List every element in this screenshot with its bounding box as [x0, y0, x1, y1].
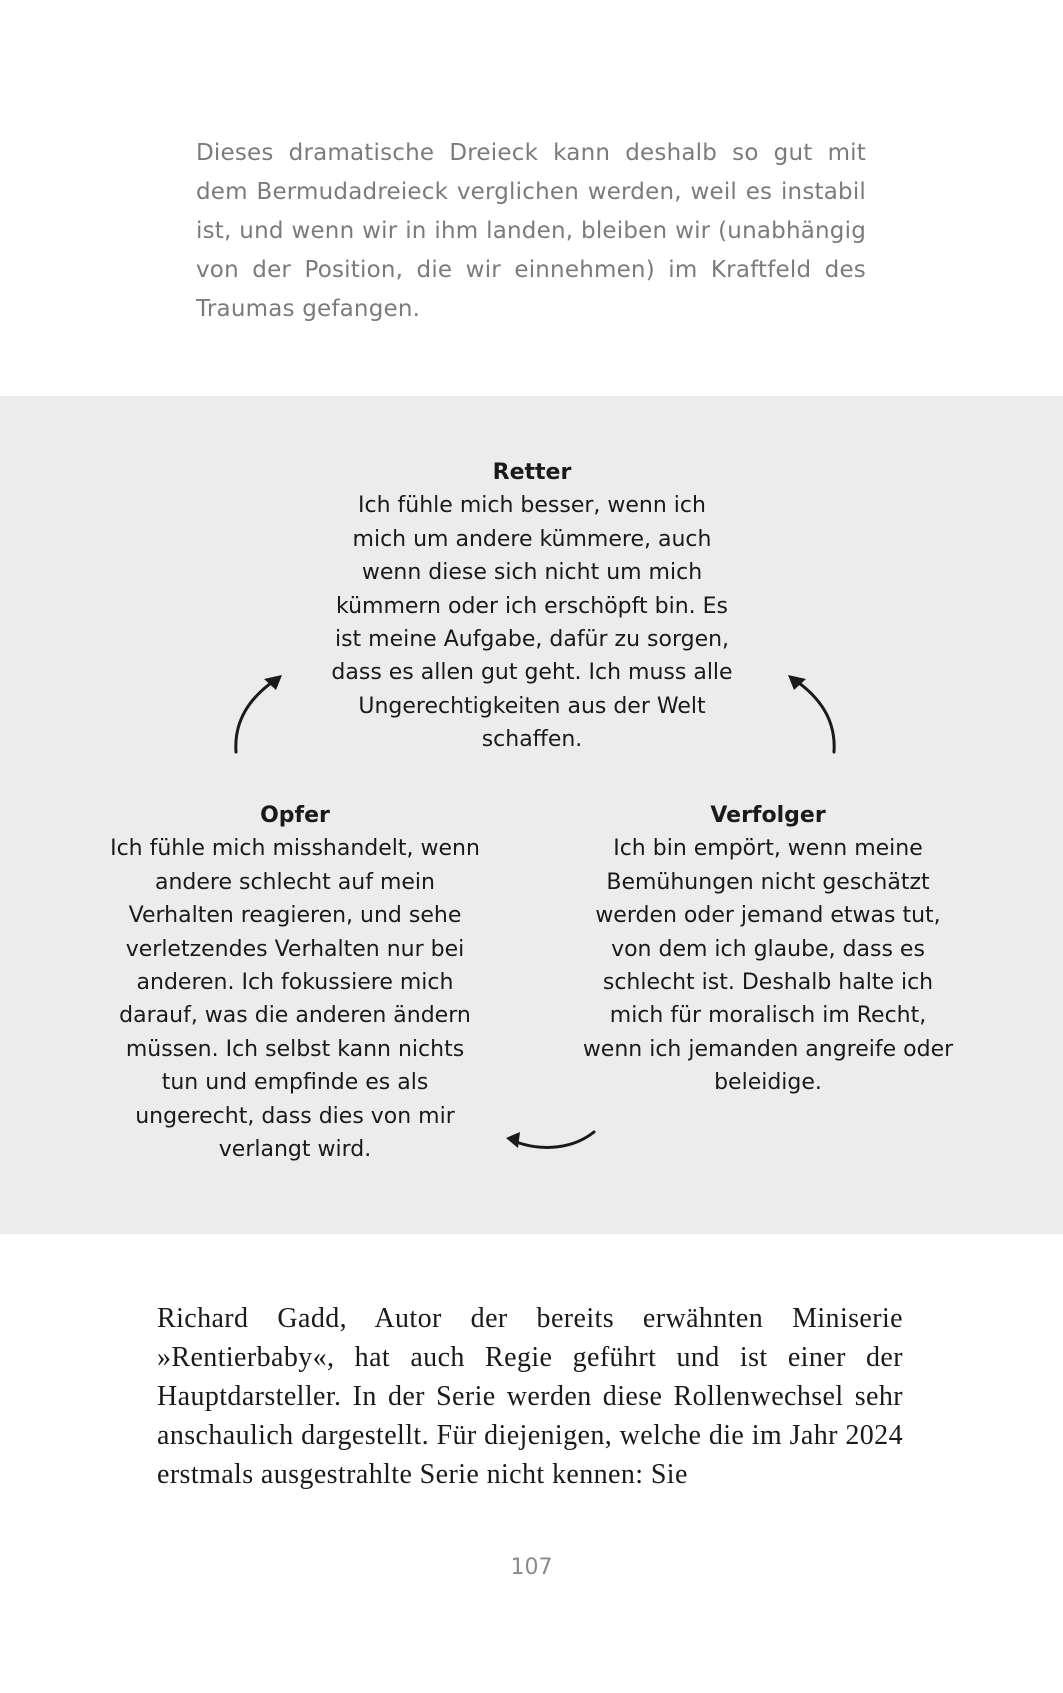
page-number: 107: [510, 1555, 553, 1580]
curved-arrow-icon: [500, 1118, 600, 1164]
role-opfer-text: Ich fühle mich misshandelt, wenn andere schlecht auf mein Verhalten reagieren, und sehe verletzendes Verhalten nur bei anderen. Ich fokussiere mich darauf, was die anderen ändern müssen. Ich selbst kann nichts tun und empfinde es als ungerecht, dass dies von mir verlangt wird.: [110, 836, 480, 1163]
role-verfolger: [578, 799, 958, 1100]
role-verfolger-text: Ich bin empört, wenn meine Bemühungen nicht geschätzt werden oder jemand etwas tut, von dem ich glaube, dass es schlecht ist. Deshalb halte ich mich für moralisch im Recht, wenn ich jemanden angreife oder beleidige.: [582, 836, 954, 1096]
role-retter-title: Retter: [492, 460, 572, 485]
role-opfer: [105, 799, 485, 1166]
role-verfolger-title: Verfolger: [710, 803, 826, 828]
curved-arrow-icon: [780, 666, 850, 756]
role-opfer-title: Opfer: [260, 803, 330, 828]
role-retter-text: Ich fühle mich besser, wenn ich mich um andere kümmere, auch wenn diese sich nicht um mich kümmern oder ich erschöpft bin. Es ist meine Aufgabe, dafür zu sorgen, dass es allen gut geht. Ich muss alle Ungerechtigkeiten aus der Welt schaffen.: [331, 493, 733, 753]
curved-arrow-icon: [222, 666, 292, 756]
body-paragraph: Richard Gadd, Autor der bereits erwähnten Miniserie »Rentierbaby«, hat auch Regie geführt und ist einer der Hauptdarsteller. In der Serie werden diese Rollenwechsel sehr anschaulich dargestellt. Für diejenigen, welche die im Jahr 2024 erstmals ausgestrahlte Serie nicht kennen: Sie: [157, 1303, 903, 1490]
intro-paragraph: Dieses dramatische Dreieck kann deshalb so gut mit dem Bermudadreieck verglichen werden, weil es instabil ist, und wenn wir in ihm landen, bleiben wir (unabhängig von der Position, die wir einnehmen) im Kraftfeld des Traumas gefangen.: [196, 140, 866, 322]
role-retter: [328, 456, 736, 757]
